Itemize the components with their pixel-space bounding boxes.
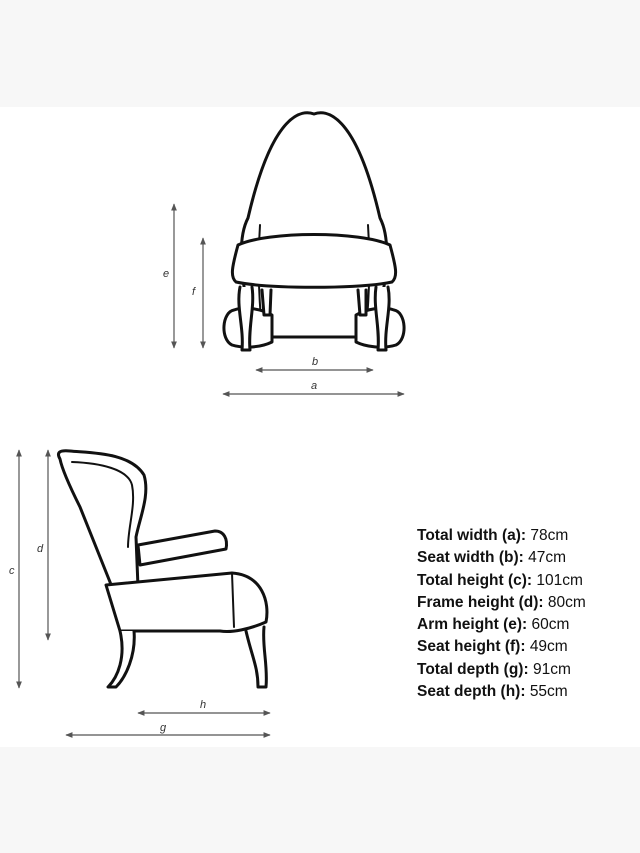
spec-total-height — [417, 570, 586, 592]
spec-seat-height — [417, 636, 586, 658]
dim-label-h: h — [200, 699, 207, 711]
spec-value: 78cm — [530, 527, 569, 544]
spec-value: 80cm — [547, 593, 586, 611]
spec-value: 91cm — [532, 660, 571, 678]
dimension-spec-list — [417, 525, 586, 703]
spec-key: Seat height (f): — [417, 638, 526, 656]
front-seat — [232, 235, 395, 288]
spec-key: Total width (a): — [417, 527, 527, 544]
front-view-chair — [224, 113, 404, 350]
spec-key: Seat width (b): — [417, 549, 524, 567]
side-arm — [138, 531, 227, 565]
spec-value: 60cm — [531, 616, 570, 634]
front-right-back-leg — [358, 290, 366, 315]
spec-key: Arm height (e): — [417, 616, 528, 634]
spec-value: 47cm — [528, 549, 566, 567]
side-view-chair — [58, 451, 266, 687]
dim-label-b: b — [312, 356, 319, 368]
spec-frame-height — [417, 592, 586, 614]
spec-value: 101cm — [536, 571, 583, 589]
spec-seat-depth — [417, 681, 586, 703]
side-back-leg — [108, 631, 134, 687]
diagram-panel — [0, 107, 640, 747]
front-left-back-leg — [262, 290, 271, 315]
dim-label-f: f — [192, 286, 196, 298]
spec-key: Total depth (g): — [417, 660, 529, 678]
spec-total-width — [417, 525, 586, 547]
front-right-leg — [375, 287, 389, 350]
side-seat — [106, 573, 267, 632]
spec-value: 55cm — [529, 683, 568, 701]
spec-key: Frame height (d): — [417, 593, 544, 611]
side-backrest — [58, 451, 145, 587]
spec-value: 49cm — [529, 638, 568, 656]
spec-seat-width — [417, 547, 586, 569]
front-left-leg — [239, 287, 253, 350]
dim-label-a: a — [311, 380, 318, 392]
spec-total-depth — [417, 659, 586, 681]
dim-label-d: d — [37, 543, 44, 555]
dim-label-g: g — [160, 722, 167, 734]
spec-arm-height — [417, 614, 586, 636]
side-front-leg — [246, 627, 266, 687]
spec-key: Total height (c): — [417, 571, 533, 589]
dim-label-c: c — [9, 565, 15, 577]
dim-label-e: e — [163, 268, 170, 280]
spec-key: Seat depth (h): — [417, 683, 526, 701]
